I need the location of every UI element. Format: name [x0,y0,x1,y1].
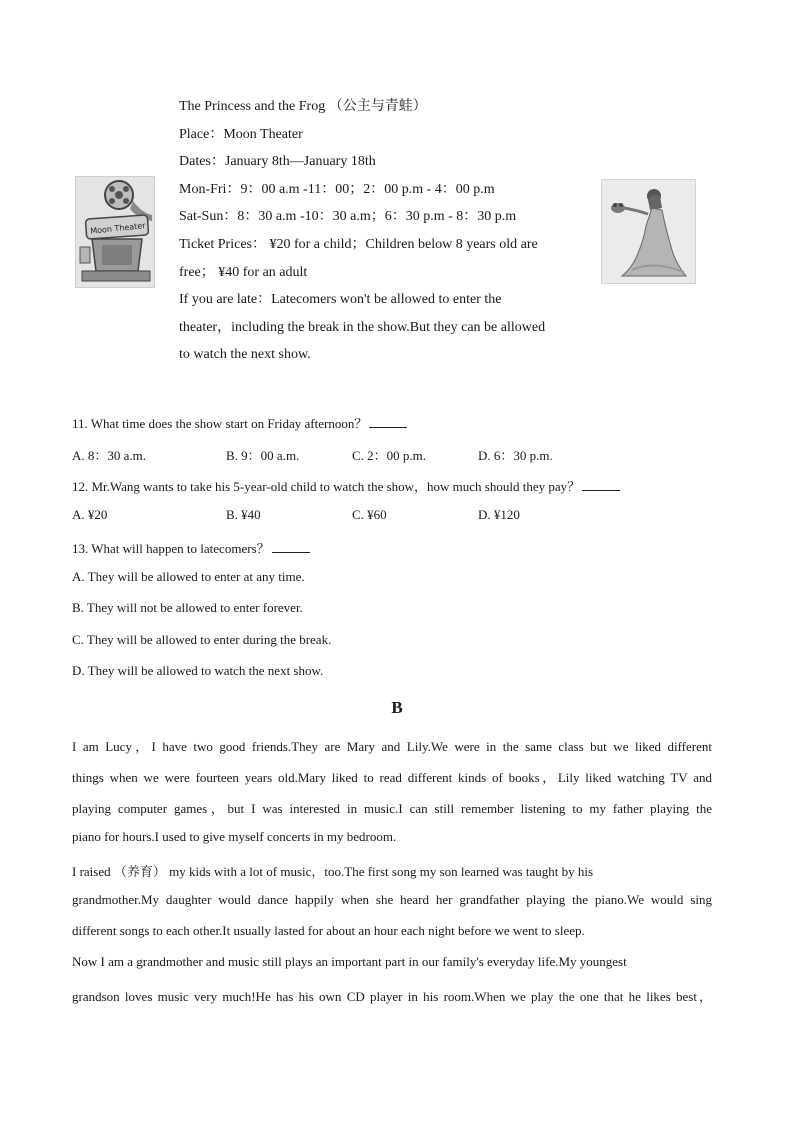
q13-option-c[interactable]: C. They will be allowed to enter during the break. [72,632,332,647]
late-policy-line3: to watch the next show. [179,347,311,363]
q13-option-a[interactable]: A. They will be allowed to enter at any time. [72,569,305,584]
show-title: The Princess and the Frog （公主与青蛙） [179,99,427,114]
answer-blank-13[interactable] [272,540,310,553]
late-policy-line1: If you are late：Latecomers won't be allowed to enter the [179,292,502,308]
show-place: Place：Moon Theater [179,126,303,142]
section-b-heading: B [391,698,403,717]
ticket-prices-line1: Ticket Prices： ¥20 for a child；Children below 8 years old are [179,236,538,252]
q13-option-b[interactable]: B. They will not be allowed to enter forever. [72,600,303,615]
question-11-text: 11. What time does the show start on Friday afternoon？ [72,416,368,431]
show-weekday-times: Mon-Fri：9：00 a.m -11：00；2：00 p.m - 4：00 p.m [179,181,495,197]
q11-option-d[interactable]: D. 6：30 p.m. [478,448,553,463]
ticket-prices-line2: free； ¥40 for an adult [179,264,308,280]
passage-line-1: I am Lucy，I have two good friends.They are Mary and Lily.We were in the same class but we liked different [72,739,712,754]
passage-line-3: playing computer games，but I was interested in music.I can still remember listening to my father playing the [72,801,712,816]
q12-option-b[interactable]: B. ¥40 [226,507,261,522]
answer-blank-12[interactable] [582,478,620,491]
show-notice [179,93,597,369]
q11-option-a[interactable]: A. 8：30 a.m. [72,448,147,463]
q12-option-d[interactable]: D. ¥120 [478,507,520,522]
svg-text:Moon Theater: Moon Theater [89,221,146,236]
passage-line-9: grandson loves music very much!He has his own CD player in his room.When we play the one that he likes best， [72,989,712,1004]
question-13 [72,538,310,557]
passage-line-6: grandmother.My daughter would dance happily when she heard her grandfather playing the piano.We would sing [72,892,712,907]
question-11 [72,413,407,432]
question-13-text: 13. What will happen to latecomers？ [72,541,270,556]
film-projector-icon [75,176,155,288]
show-dates: Dates：January 8th—January 18th [179,154,376,170]
princess-frog-illustration [601,179,696,284]
late-policy-line2: theater，including the break in the show.But they can be allowed [179,319,546,335]
q13-option-d[interactable]: D. They will be allowed to watch the next show. [72,663,324,678]
passage-line-2: things when we were fourteen years old.Mary liked to read different kinds of books，Lily liked watching TV and [72,770,712,785]
q11-option-c[interactable]: C. 2：00 p.m. [352,448,427,463]
q11-option-b[interactable]: B. 9：00 a.m. [226,448,300,463]
question-12 [72,476,620,495]
passage-line-4: piano for hours.I used to give myself concerts in my bedroom. [72,829,397,844]
answer-blank-11[interactable] [369,415,407,428]
show-weekend-times: Sat-Sun：8：30 a.m -10：30 a.m；6：30 p.m - 8：30 p.m [179,209,517,225]
passage-line-7: different songs to each other.It usually lasted for about an hour each night before we went to sleep. [72,923,585,938]
q12-option-c[interactable]: C. ¥60 [352,507,387,522]
question-12-text: 12. Mr.Wang wants to take his 5-year-old child to watch the show，how much should they pay？ [72,479,581,494]
passage-line-8: Now I am a grandmother and music still plays an important part in our family's everyday life.My youngest [72,954,627,969]
passage-line-5: I raised （养育） my kids with a lot of music，too.The first song my son learned was taught by his [72,864,594,879]
q12-option-a[interactable]: A. ¥20 [72,507,108,522]
